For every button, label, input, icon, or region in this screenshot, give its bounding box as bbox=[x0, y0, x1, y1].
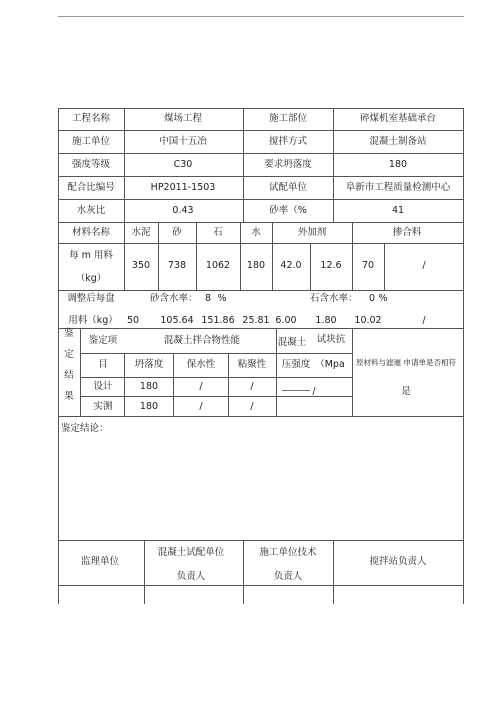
compressive-strength-header: 压强度 bbox=[281, 359, 311, 370]
trial-unit-sign-label-2: 负责人 bbox=[176, 571, 206, 582]
per-m3-mineral-1: 70 bbox=[361, 260, 375, 271]
slump-header: 坍落度 bbox=[134, 359, 164, 370]
required-slump-value: 180 bbox=[388, 159, 408, 170]
mpa-unit: （Mpa bbox=[315, 359, 345, 370]
water-cement-label: 水灰比 bbox=[76, 205, 106, 216]
trial-unit-label: 试配单位 bbox=[268, 182, 308, 193]
mixing-method-value: 混凝土制备站 bbox=[369, 136, 427, 147]
conclusion-label: 鉴定结论： bbox=[61, 423, 109, 434]
design-cohesion: / bbox=[250, 381, 254, 392]
adjusted-mineral-1: 10.02 bbox=[354, 315, 382, 326]
material-check-note: 原材料与滤逦 申请单是否相符 bbox=[356, 358, 456, 367]
test-block-header-1: 混凝土 bbox=[277, 337, 307, 348]
adjusted-stone: 151.86 bbox=[201, 315, 235, 326]
adjusted-admixture-2: 1.80 bbox=[315, 315, 337, 326]
material-sand: 砂 bbox=[172, 227, 182, 238]
adjusted-mineral-2: / bbox=[422, 315, 426, 326]
item-label-2: 目 bbox=[98, 359, 108, 370]
contractor-label: 施工单位 bbox=[71, 136, 111, 147]
per-m3-unit: （kg） bbox=[75, 273, 107, 284]
design-water: / bbox=[199, 381, 203, 392]
per-m3-admixture-1: 42.0 bbox=[280, 260, 302, 271]
adjusted-cement: 50 bbox=[127, 315, 140, 326]
actual-label: 实测 bbox=[93, 401, 113, 412]
project-name-label: 工程名称 bbox=[71, 113, 111, 124]
sand-moisture-unit: % bbox=[217, 293, 227, 304]
sand-moisture-label: 砂含水率： bbox=[150, 293, 198, 304]
design-slump: 180 bbox=[139, 381, 159, 392]
required-slump-label: 要求坍落度 bbox=[264, 159, 312, 170]
mixing-method-label: 搅拌方式 bbox=[268, 136, 308, 147]
adjusted-sand: 105.64 bbox=[160, 315, 194, 326]
contractor-tech-label-1: 施工单位技术 bbox=[259, 547, 317, 558]
contractor-value: 中国十五冶 bbox=[159, 136, 207, 147]
mix-number-label: 配合比编号 bbox=[67, 182, 115, 193]
material-name-label: 材料名称 bbox=[71, 227, 111, 238]
per-m3-mineral-2: / bbox=[422, 260, 426, 271]
stone-moisture-label: 石含水率： bbox=[310, 293, 358, 304]
material-stone: 石 bbox=[213, 227, 223, 238]
construction-part-label: 施工部位 bbox=[268, 113, 308, 124]
actual-cohesion: / bbox=[250, 401, 254, 412]
stone-moisture-unit: % bbox=[378, 293, 388, 304]
design-strength: / bbox=[312, 386, 316, 397]
supervisor-unit-label: 监理单位 bbox=[80, 556, 120, 567]
trial-unit-sign-label-1: 混凝土试配单位 bbox=[157, 547, 225, 558]
per-m3-label: 每 m 用料 bbox=[69, 250, 113, 261]
sand-ratio-label: 砂率（% bbox=[269, 205, 307, 216]
water-cement-value: 0.43 bbox=[172, 205, 194, 216]
contractor-tech-label-2: 负责人 bbox=[273, 571, 303, 582]
trial-unit-value: 阜新市工程质量检测中心 bbox=[345, 182, 451, 193]
mix-number-value: HP2011-1503 bbox=[150, 182, 216, 193]
result-side-3: 结 bbox=[64, 370, 74, 381]
adjusted-unit-label: 用料（kg） bbox=[68, 315, 118, 326]
actual-water: / bbox=[199, 401, 203, 412]
per-m3-cement: 350 bbox=[131, 260, 151, 271]
material-water: 水 bbox=[251, 227, 261, 238]
adjusted-batch-label: 调整后每盘 bbox=[67, 293, 115, 304]
mix-performance-header: 混凝土拌合物性能 bbox=[163, 335, 241, 346]
adjusted-water: 25.81 bbox=[242, 315, 270, 326]
material-admixture: 外加剂 bbox=[297, 227, 327, 238]
strength-grade-value: C30 bbox=[173, 159, 193, 170]
material-mineral-admixture: 掺合料 bbox=[392, 227, 422, 238]
cohesion-header: 粘聚性 bbox=[237, 359, 267, 370]
result-side-1: 鉴 bbox=[64, 328, 74, 339]
header-rule bbox=[58, 16, 464, 17]
result-side-2: 定 bbox=[64, 349, 74, 360]
water-retention-header: 保水性 bbox=[186, 359, 216, 370]
construction-part-value: 碎煤机室基础承台 bbox=[359, 113, 437, 124]
actual-slump: 180 bbox=[139, 401, 159, 412]
adjusted-admixture-1: 6.00 bbox=[275, 315, 297, 326]
sand-ratio-value: 41 bbox=[391, 205, 405, 216]
project-name-value: 煤场工程 bbox=[163, 113, 203, 124]
per-m3-admixture-2: 12.6 bbox=[320, 260, 342, 271]
per-m3-water: 180 bbox=[246, 260, 266, 271]
sand-moisture-value: 8 bbox=[204, 293, 212, 304]
per-m3-stone: 1062 bbox=[205, 260, 231, 271]
material-match-result: 是 bbox=[401, 386, 411, 397]
test-block-header-2: 试块抗 bbox=[316, 334, 346, 345]
mixing-station-head-label: 搅拌站负责人 bbox=[369, 556, 427, 567]
design-label: 设计 bbox=[93, 381, 113, 392]
strength-grade-label: 强度等级 bbox=[71, 159, 111, 170]
item-label-1: 鉴定项 bbox=[88, 335, 118, 346]
per-m3-sand: 738 bbox=[167, 260, 187, 271]
stone-moisture-value: 0 bbox=[368, 293, 376, 304]
material-cement: 水泥 bbox=[131, 227, 151, 238]
result-side-4: 果 bbox=[64, 391, 74, 402]
